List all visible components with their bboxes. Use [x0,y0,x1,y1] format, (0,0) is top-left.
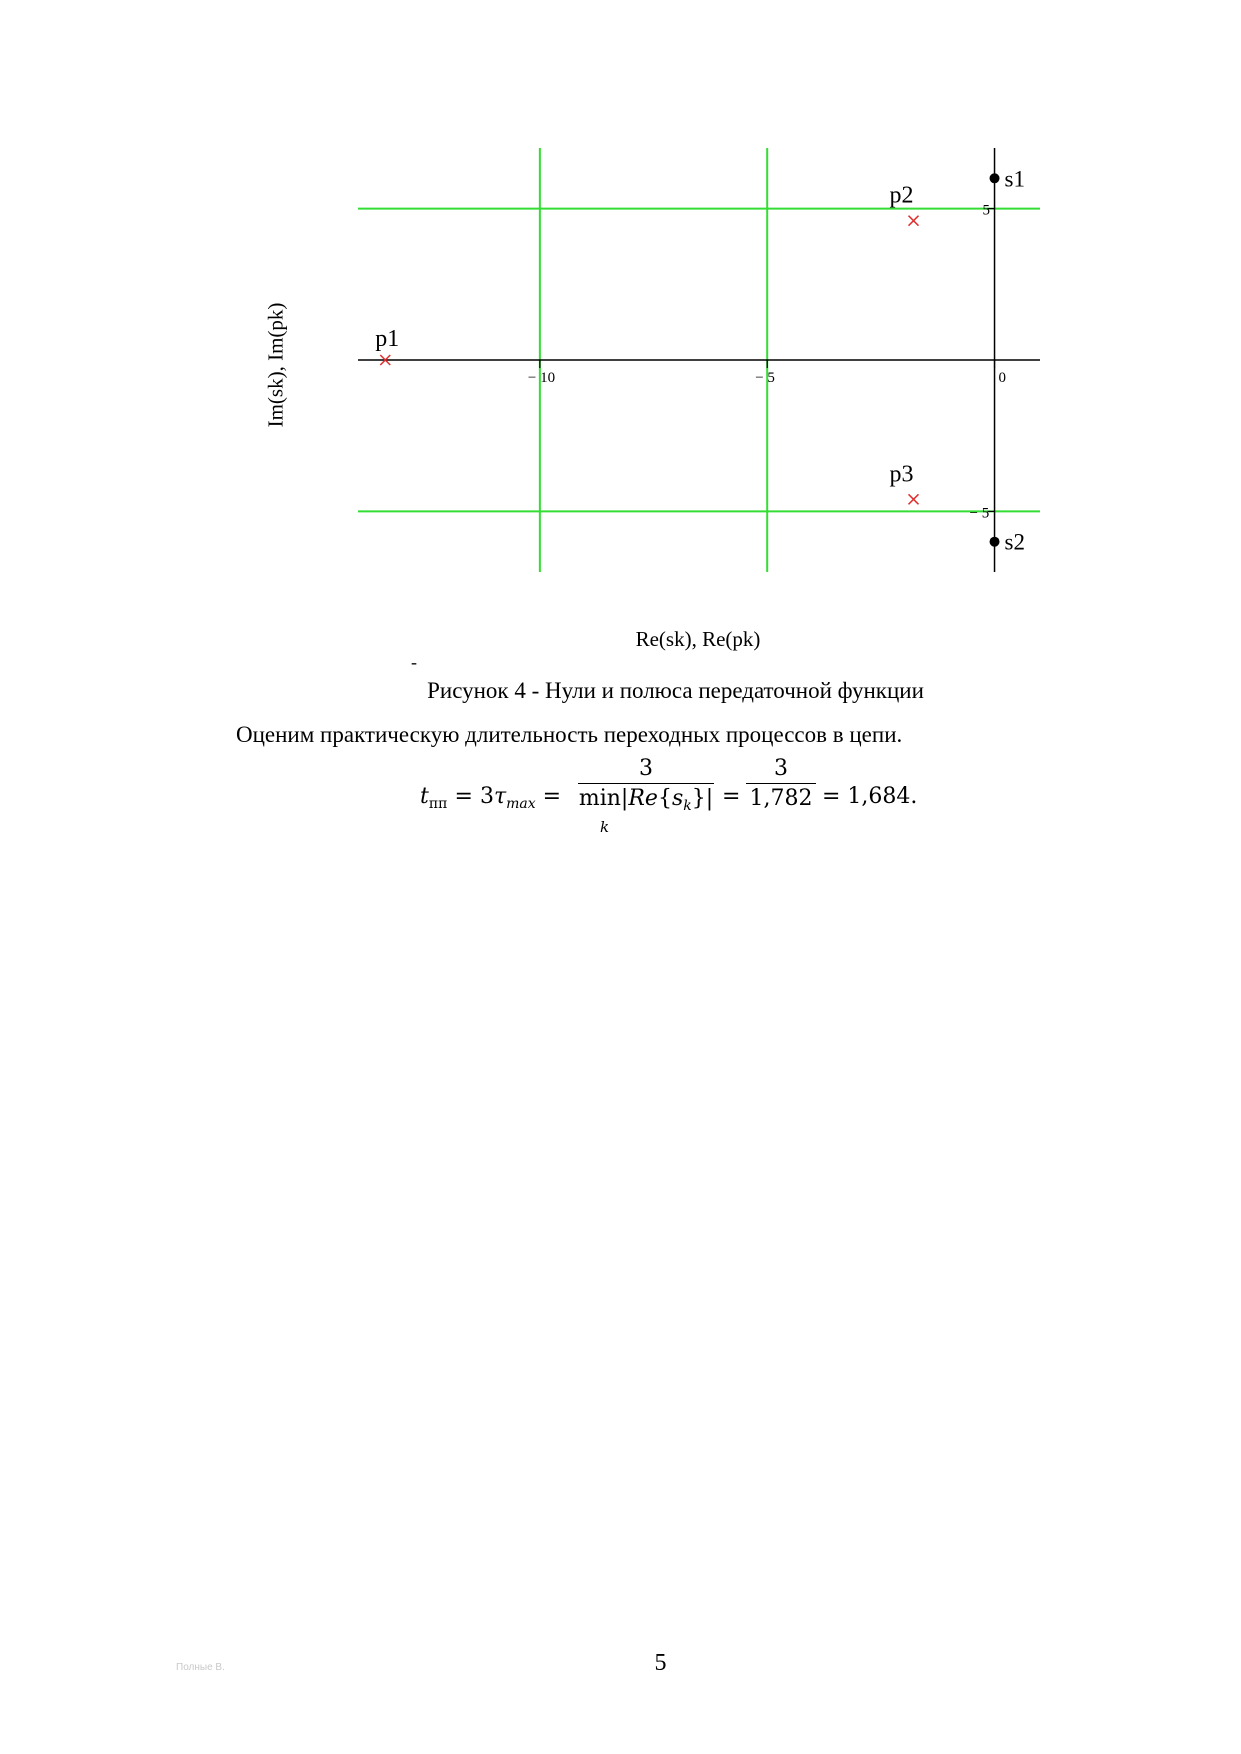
fraction-1-re: Re [628,786,658,811]
stray-dash: - [411,652,417,672]
fraction-1-brace-open: { [657,786,672,811]
point-label-s1: s1 [1004,166,1025,192]
formula-tau: τ [493,784,507,809]
x-tick-label: − 5 [755,370,775,386]
point-label-p3: p3 [889,461,914,488]
formula-t: t [420,784,429,809]
fraction-1-numerator: 3 [639,756,653,781]
y-tick-label: 5 [982,202,991,219]
point-label-s2: s2 [1004,529,1025,555]
formula-t-sub: пп [428,796,448,812]
formula-result: = 1,684. [822,784,918,809]
fraction-1-s: s [671,786,684,811]
settling-time-formula [420,756,1020,836]
zero-marker-s2 [990,537,1000,547]
min-subscript-k: k [600,818,610,836]
formula-tau-sub: max [506,796,536,812]
point-label-p1: p1 [375,326,400,352]
watermark-text: Полные В. [176,1662,225,1673]
fraction-1-min: min [578,786,621,811]
formula-eq2: = [542,784,562,809]
fraction-2-numerator: 3 [774,756,788,781]
fraction-1-brace-close: }| [691,786,714,811]
y-tick-label: − 5 [969,505,990,522]
pole-zero-plot [280,140,1060,670]
x-tick-label: 0 [998,370,1007,386]
zero-marker-s1 [990,173,1000,183]
pole-marker-p3 [909,494,919,504]
pole-zero-chart [280,140,1060,670]
formula-eq1: = 3 [454,784,494,809]
formula-lhs [420,784,561,812]
body-paragraph: Оценим практическую длительность переходных процессов в цепи. [236,722,903,747]
pole-marker-p2 [909,216,919,226]
page-number: 5 [654,1650,667,1676]
y-axis-label: Im(sk), Im(pk) [263,302,288,428]
figure-caption: Рисунок 4 - Нули и полюса передаточной функции [427,678,924,703]
point-label-p2: p2 [889,182,914,209]
formula-fraction-2 [746,756,816,811]
formula-eq3: = [722,784,741,809]
fraction-1-abs-open: | [620,786,629,811]
formula-fraction-1 [578,756,714,814]
fraction-1-denominator [578,784,714,814]
fraction-2-denominator: 1,782 [749,786,813,811]
x-tick-label: − 10 [527,370,556,386]
fraction-1-s-sub: k [683,798,692,814]
x-axis-label: Re(sk), Re(pk) [635,627,761,651]
